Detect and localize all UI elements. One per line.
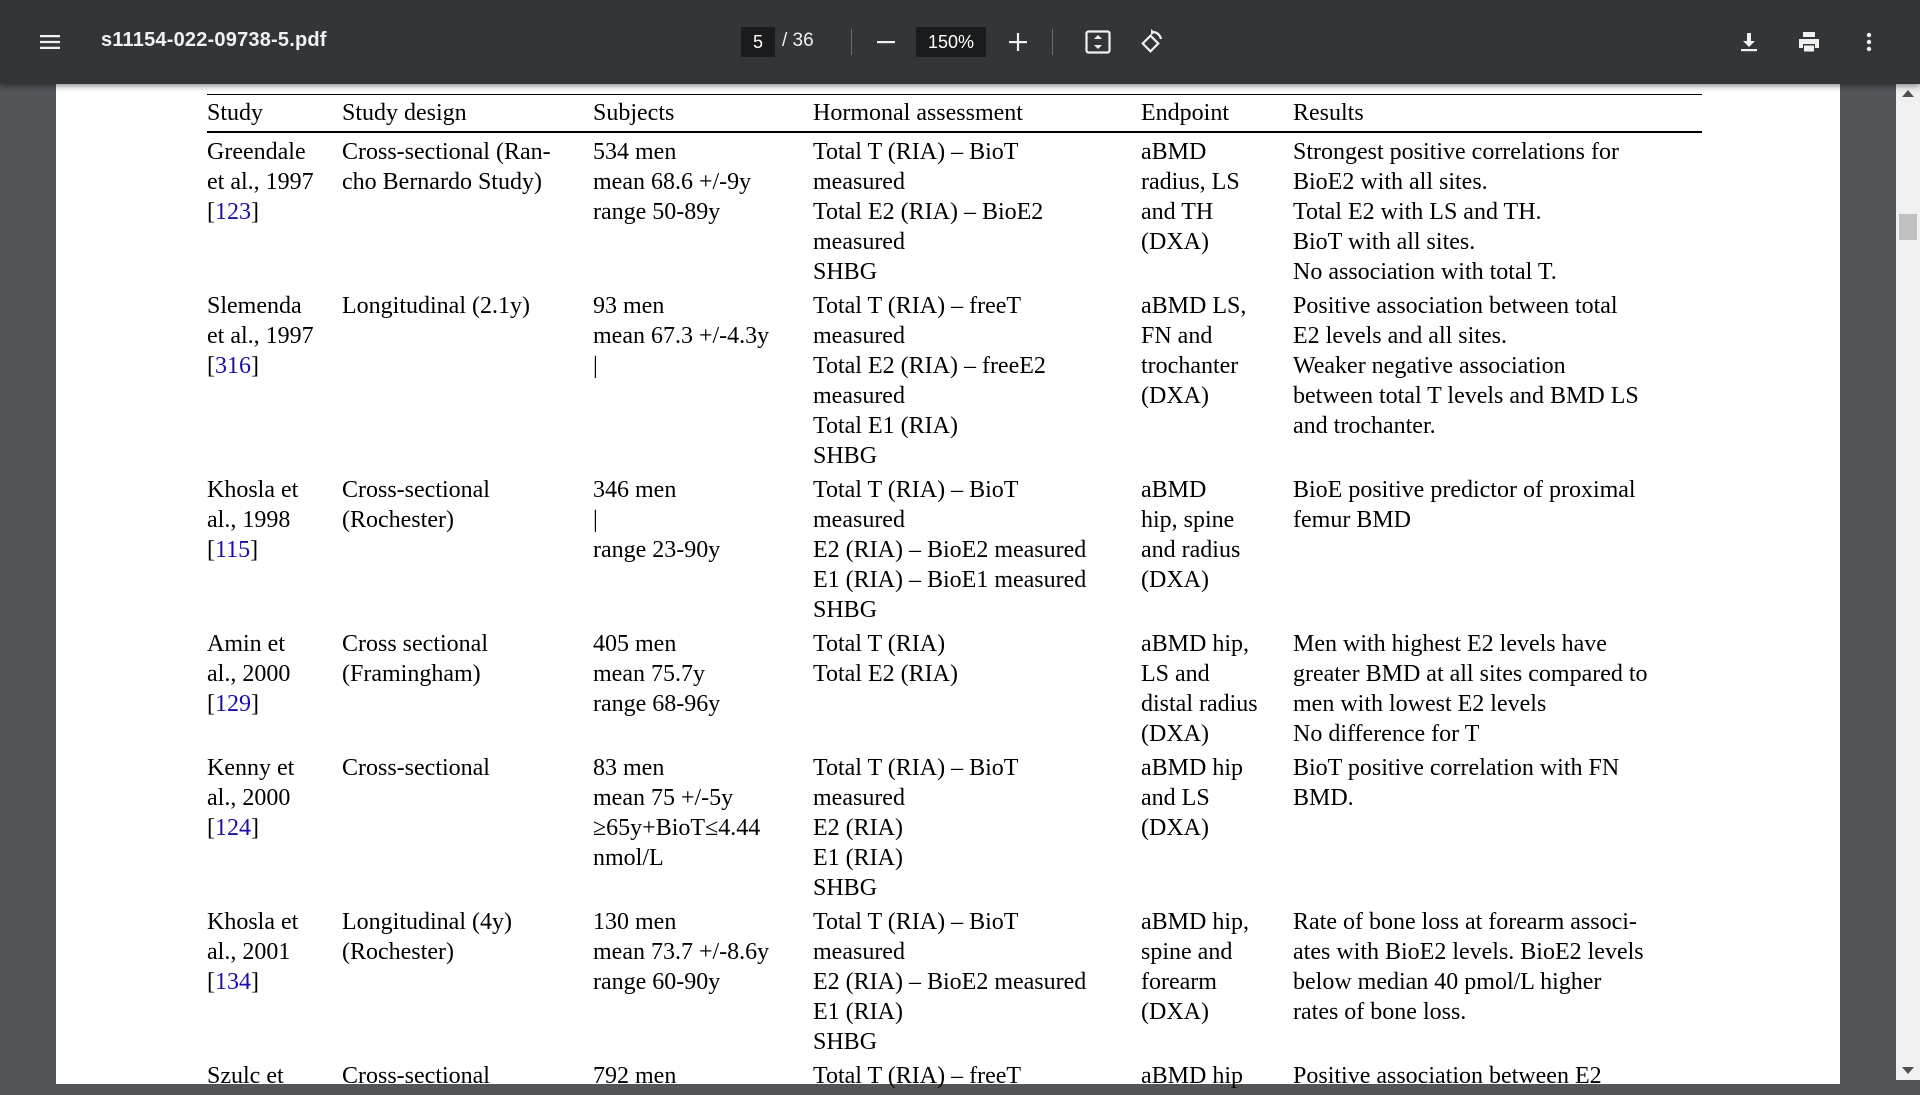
pdf-page [56, 84, 1840, 1089]
cell-line: 792 men [593, 1063, 677, 1089]
cell-line: Total E1 (RIA) [813, 413, 958, 439]
cell-line: Total E2 (RIA) – BioE2 [813, 199, 1044, 225]
cell-line: aBMD hip [1141, 755, 1243, 781]
cell-line: (DXA) [1141, 721, 1209, 747]
cell-line: E2 levels and all sites. [1293, 323, 1507, 349]
cell-line: measured [813, 229, 905, 255]
cell-line: Total T (RIA) – BioT [813, 139, 1019, 165]
table-row [207, 753, 1702, 907]
cell-line: range 23-90y [593, 537, 721, 563]
minus-icon [875, 31, 897, 53]
reference-link[interactable]: 316 [215, 353, 251, 379]
table-cell-study [207, 753, 342, 907]
table-cell-subjects [593, 291, 813, 475]
table-cell-subjects [593, 132, 813, 291]
zoom-out-button[interactable] [866, 22, 906, 62]
cell-line: distal radius [1141, 691, 1258, 717]
cell-line: E2 (RIA) – BioE2 measured [813, 537, 1087, 563]
cell-line: BMD. [1293, 785, 1354, 811]
scrollbar-thumb[interactable] [1899, 214, 1917, 240]
table-cell-hormonal [813, 475, 1141, 629]
table-row [207, 907, 1702, 1061]
cell-line: E1 (RIA) [813, 999, 903, 1025]
cell-line: Khosla et [207, 909, 299, 935]
table-cell-subjects [593, 475, 813, 629]
table-row [207, 629, 1702, 753]
cell-line: SHBG [813, 1029, 878, 1055]
table-body [207, 132, 1702, 1095]
cell-line: | [593, 507, 598, 533]
cell-line: 405 men [593, 631, 677, 657]
cell-line: aBMD [1141, 139, 1207, 165]
table-cell-results [1293, 907, 1702, 1061]
cell-line: 130 men [593, 909, 677, 935]
table-row [207, 475, 1702, 629]
cell-line: aBMD hip, [1141, 909, 1249, 935]
cell-line: | [593, 353, 598, 379]
column-header: Endpoint [1141, 95, 1293, 133]
more-vert-icon[interactable] [1849, 22, 1889, 62]
cell-line: Positive association between E2 [1293, 1063, 1602, 1089]
column-header: Hormonal assessment [813, 95, 1141, 133]
cell-line: BioT positive correlation with FN [1293, 755, 1620, 781]
table-cell-endpoint [1141, 291, 1293, 475]
cell-line: LS and [1141, 661, 1210, 687]
cell-line: Kenny et [207, 755, 295, 781]
print-icon[interactable] [1789, 22, 1829, 62]
toolbar-divider [1052, 29, 1053, 55]
cell-line: Strongest positive correlations for [1293, 139, 1619, 165]
cell-line: al., 2000 [207, 661, 291, 687]
cell-line: trochanter [1141, 353, 1239, 379]
cell-line: range 68-96y [593, 691, 721, 717]
cell-line: et al., 1997 [207, 169, 314, 195]
cell-line: forearm [1141, 969, 1217, 995]
cell-line: Positive association between total [1293, 293, 1618, 319]
pdf-toolbar [0, 0, 1920, 84]
fit-page-icon[interactable] [1078, 22, 1118, 62]
cell-line: 93 men [593, 293, 665, 319]
cell-line: measured [813, 939, 905, 965]
cell-line: Total E2 (RIA) [813, 661, 958, 687]
study-table [207, 94, 1702, 1095]
plus-icon [1007, 31, 1029, 53]
cell-line: Total T (RIA) – BioT [813, 477, 1019, 503]
table-cell-design [342, 132, 593, 291]
column-header: Subjects [593, 95, 813, 133]
cell-line: aBMD LS, [1141, 293, 1247, 319]
reference-link[interactable]: 134 [215, 969, 251, 995]
download-icon[interactable] [1729, 22, 1769, 62]
citation: [124] [207, 815, 259, 841]
cell-line: Khosla et [207, 477, 299, 503]
table-cell-hormonal [813, 291, 1141, 475]
column-header: Study [207, 95, 342, 133]
cell-line: 346 men [593, 477, 677, 503]
cell-line: 534 men [593, 139, 677, 165]
cell-line: BioE2 with all sites. [1293, 169, 1488, 195]
table-cell-hormonal [813, 629, 1141, 753]
cell-line: cho Bernardo Study) [342, 169, 542, 195]
reference-link[interactable]: 123 [215, 199, 251, 225]
rotate-icon[interactable] [1131, 22, 1171, 62]
table-cell-design [342, 907, 593, 1061]
cell-line: spine and [1141, 939, 1233, 965]
table-cell-subjects [593, 753, 813, 907]
menu-icon[interactable] [30, 22, 70, 62]
cell-line: BioE positive predictor of proximal [1293, 477, 1636, 503]
table-cell-design [342, 753, 593, 907]
cell-line: 83 men [593, 755, 665, 781]
cell-line: Weaker negative association [1293, 353, 1566, 379]
cell-line: men with lowest E2 levels [1293, 691, 1547, 717]
cell-line: nmol/L [593, 845, 664, 871]
cell-line: mean 75.7y [593, 661, 705, 687]
table-cell-subjects [593, 1061, 813, 1095]
cell-line: SHBG [813, 443, 878, 469]
cell-line: Total T (RIA) – BioT [813, 909, 1019, 935]
reference-link[interactable]: 129 [215, 691, 251, 717]
table-cell-subjects [593, 629, 813, 753]
cell-line: ates with BioE2 levels. BioE2 levels [1293, 939, 1644, 965]
cell-line: (DXA) [1141, 815, 1209, 841]
table-cell-hormonal [813, 1061, 1141, 1095]
column-header: Results [1293, 95, 1702, 133]
citation: [134] [207, 969, 259, 995]
page-number-input[interactable] [741, 27, 775, 57]
cell-line: (DXA) [1141, 229, 1209, 255]
cell-line: al., 2001 [207, 939, 291, 965]
table-cell-results [1293, 629, 1702, 753]
cell-line: measured [813, 383, 905, 409]
cell-line: No association with total T. [1293, 259, 1557, 285]
cell-line: mean 73.7 +/-8.6y [593, 939, 770, 965]
cell-line: greater BMD at all sites compared to [1293, 661, 1648, 687]
cell-line: below median 40 pmol/L higher [1293, 969, 1602, 995]
table-cell-endpoint [1141, 475, 1293, 629]
zoom-level-input[interactable] [916, 27, 986, 57]
cell-line: (Rochester) [342, 939, 454, 965]
cell-line: al., 1998 [207, 507, 291, 533]
cell-line: (DXA) [1141, 999, 1209, 1025]
cell-line: Longitudinal (4y) [342, 909, 512, 935]
table-cell-results [1293, 753, 1702, 907]
cell-line: Amin et [207, 631, 285, 657]
cell-line: and TH [1141, 199, 1214, 225]
table-cell-results [1293, 475, 1702, 629]
cell-line: SHBG [813, 259, 878, 285]
cell-line: Total T (RIA) – BioT [813, 755, 1019, 781]
table-cell-results [1293, 132, 1702, 291]
vertical-scrollbar[interactable] [1896, 84, 1920, 1080]
table-row [207, 291, 1702, 475]
cell-line: Longitudinal (2.1y) [342, 293, 530, 319]
scroll-up-arrow-icon[interactable] [1902, 90, 1914, 97]
cell-line: Total E2 with LS and TH. [1293, 199, 1542, 225]
table-cell-hormonal [813, 753, 1141, 907]
cell-line: ≥65y+BioT≤4.44 [593, 815, 761, 841]
cell-line: hip, spine [1141, 507, 1235, 533]
cell-line: measured [813, 169, 905, 195]
cell-line: mean 68.6 +/-9y [593, 169, 752, 195]
cell-line: range 50-89y [593, 199, 721, 225]
reference-link[interactable]: 115 [215, 537, 251, 563]
column-header: Study design [342, 95, 593, 133]
cell-line: Men with highest E2 levels have [1293, 631, 1607, 657]
cell-line: No difference for T [1293, 721, 1480, 747]
table-row [207, 132, 1702, 291]
table-cell-endpoint [1141, 1061, 1293, 1095]
table-cell-design [342, 291, 593, 475]
cell-line: measured [813, 323, 905, 349]
citation: [129] [207, 691, 259, 717]
reference-link[interactable]: 124 [215, 815, 251, 841]
cell-line: E1 (RIA) [813, 845, 903, 871]
table-cell-endpoint [1141, 753, 1293, 907]
table-cell-study [207, 629, 342, 753]
cell-line: (Rochester) [342, 507, 454, 533]
toolbar-divider [851, 29, 852, 55]
cell-line: range 60-90y [593, 969, 721, 995]
table-cell-hormonal [813, 907, 1141, 1061]
cell-line: Cross-sectional [342, 755, 490, 781]
cell-line: between total T levels and BMD LS [1293, 383, 1639, 409]
cell-line: Greendale [207, 139, 306, 165]
table-cell-study [207, 907, 342, 1061]
cell-line: E1 (RIA) – BioE1 measured [813, 567, 1087, 593]
cell-line: mean 75 +/-5y [593, 785, 734, 811]
cell-line: radius, LS [1141, 169, 1240, 195]
cell-line: SHBG [813, 875, 878, 901]
cell-line: Slemenda [207, 293, 302, 319]
table-cell-design [342, 1061, 593, 1095]
cell-line: E2 (RIA) – BioE2 measured [813, 969, 1087, 995]
table-cell-study [207, 1061, 342, 1095]
table-row [207, 1061, 1702, 1095]
cell-line: and radius [1141, 537, 1241, 563]
zoom-in-button[interactable] [998, 22, 1038, 62]
cell-line: mean 67.3 +/-4.3y [593, 323, 770, 349]
cell-line: aBMD [1141, 477, 1207, 503]
table-cell-design [342, 475, 593, 629]
cell-line: Total E2 (RIA) – freeE2 [813, 353, 1046, 379]
cell-line: Total T (RIA) [813, 631, 946, 657]
table-cell-study [207, 475, 342, 629]
cell-line: Cross-sectional [342, 1063, 490, 1089]
cell-line: Cross-sectional [342, 477, 490, 503]
cell-line: Total T (RIA) – freeT [813, 1063, 1022, 1089]
table-cell-results [1293, 1061, 1702, 1095]
cell-line: Cross sectional [342, 631, 488, 657]
table-cell-subjects [593, 907, 813, 1061]
cell-line: measured [813, 507, 905, 533]
cell-line: FN and [1141, 323, 1213, 349]
page-total: / 36 [782, 30, 814, 51]
table-cell-endpoint [1141, 132, 1293, 291]
cell-line: Szulc et [207, 1063, 284, 1089]
cell-line: et al., 1997 [207, 323, 314, 349]
table-header-row [207, 95, 1702, 133]
file-title: s11154-022-09738-5.pdf [101, 29, 327, 51]
cell-line: rates of bone loss. [1293, 999, 1467, 1025]
table-cell-design [342, 629, 593, 753]
cell-line: BioT with all sites. [1293, 229, 1476, 255]
citation: [115] [207, 537, 259, 563]
scroll-down-arrow-icon[interactable] [1902, 1067, 1914, 1074]
cell-line: and trochanter. [1293, 413, 1436, 439]
cell-line: Rate of bone loss at forearm associ- [1293, 909, 1637, 935]
cell-line: (Framingham) [342, 661, 481, 687]
table-cell-study [207, 132, 342, 291]
cell-line: (DXA) [1141, 383, 1209, 409]
cell-line: and LS [1141, 785, 1210, 811]
cell-line: SHBG [813, 597, 878, 623]
cell-line: (DXA) [1141, 567, 1209, 593]
table-cell-hormonal [813, 132, 1141, 291]
cell-line: Cross-sectional (Ran- [342, 139, 551, 165]
table-cell-results [1293, 291, 1702, 475]
cell-line: Total T (RIA) – freeT [813, 293, 1022, 319]
citation: [123] [207, 199, 259, 225]
cell-line: femur BMD [1293, 507, 1411, 533]
cell-line: measured [813, 785, 905, 811]
citation: [316] [207, 353, 259, 379]
table-cell-study [207, 291, 342, 475]
table-cell-endpoint [1141, 629, 1293, 753]
table-cell-endpoint [1141, 907, 1293, 1061]
cell-line: al., 2000 [207, 785, 291, 811]
cell-line: aBMD hip, [1141, 631, 1249, 657]
cell-line: aBMD hip [1141, 1063, 1243, 1089]
cell-line: E2 (RIA) [813, 815, 903, 841]
